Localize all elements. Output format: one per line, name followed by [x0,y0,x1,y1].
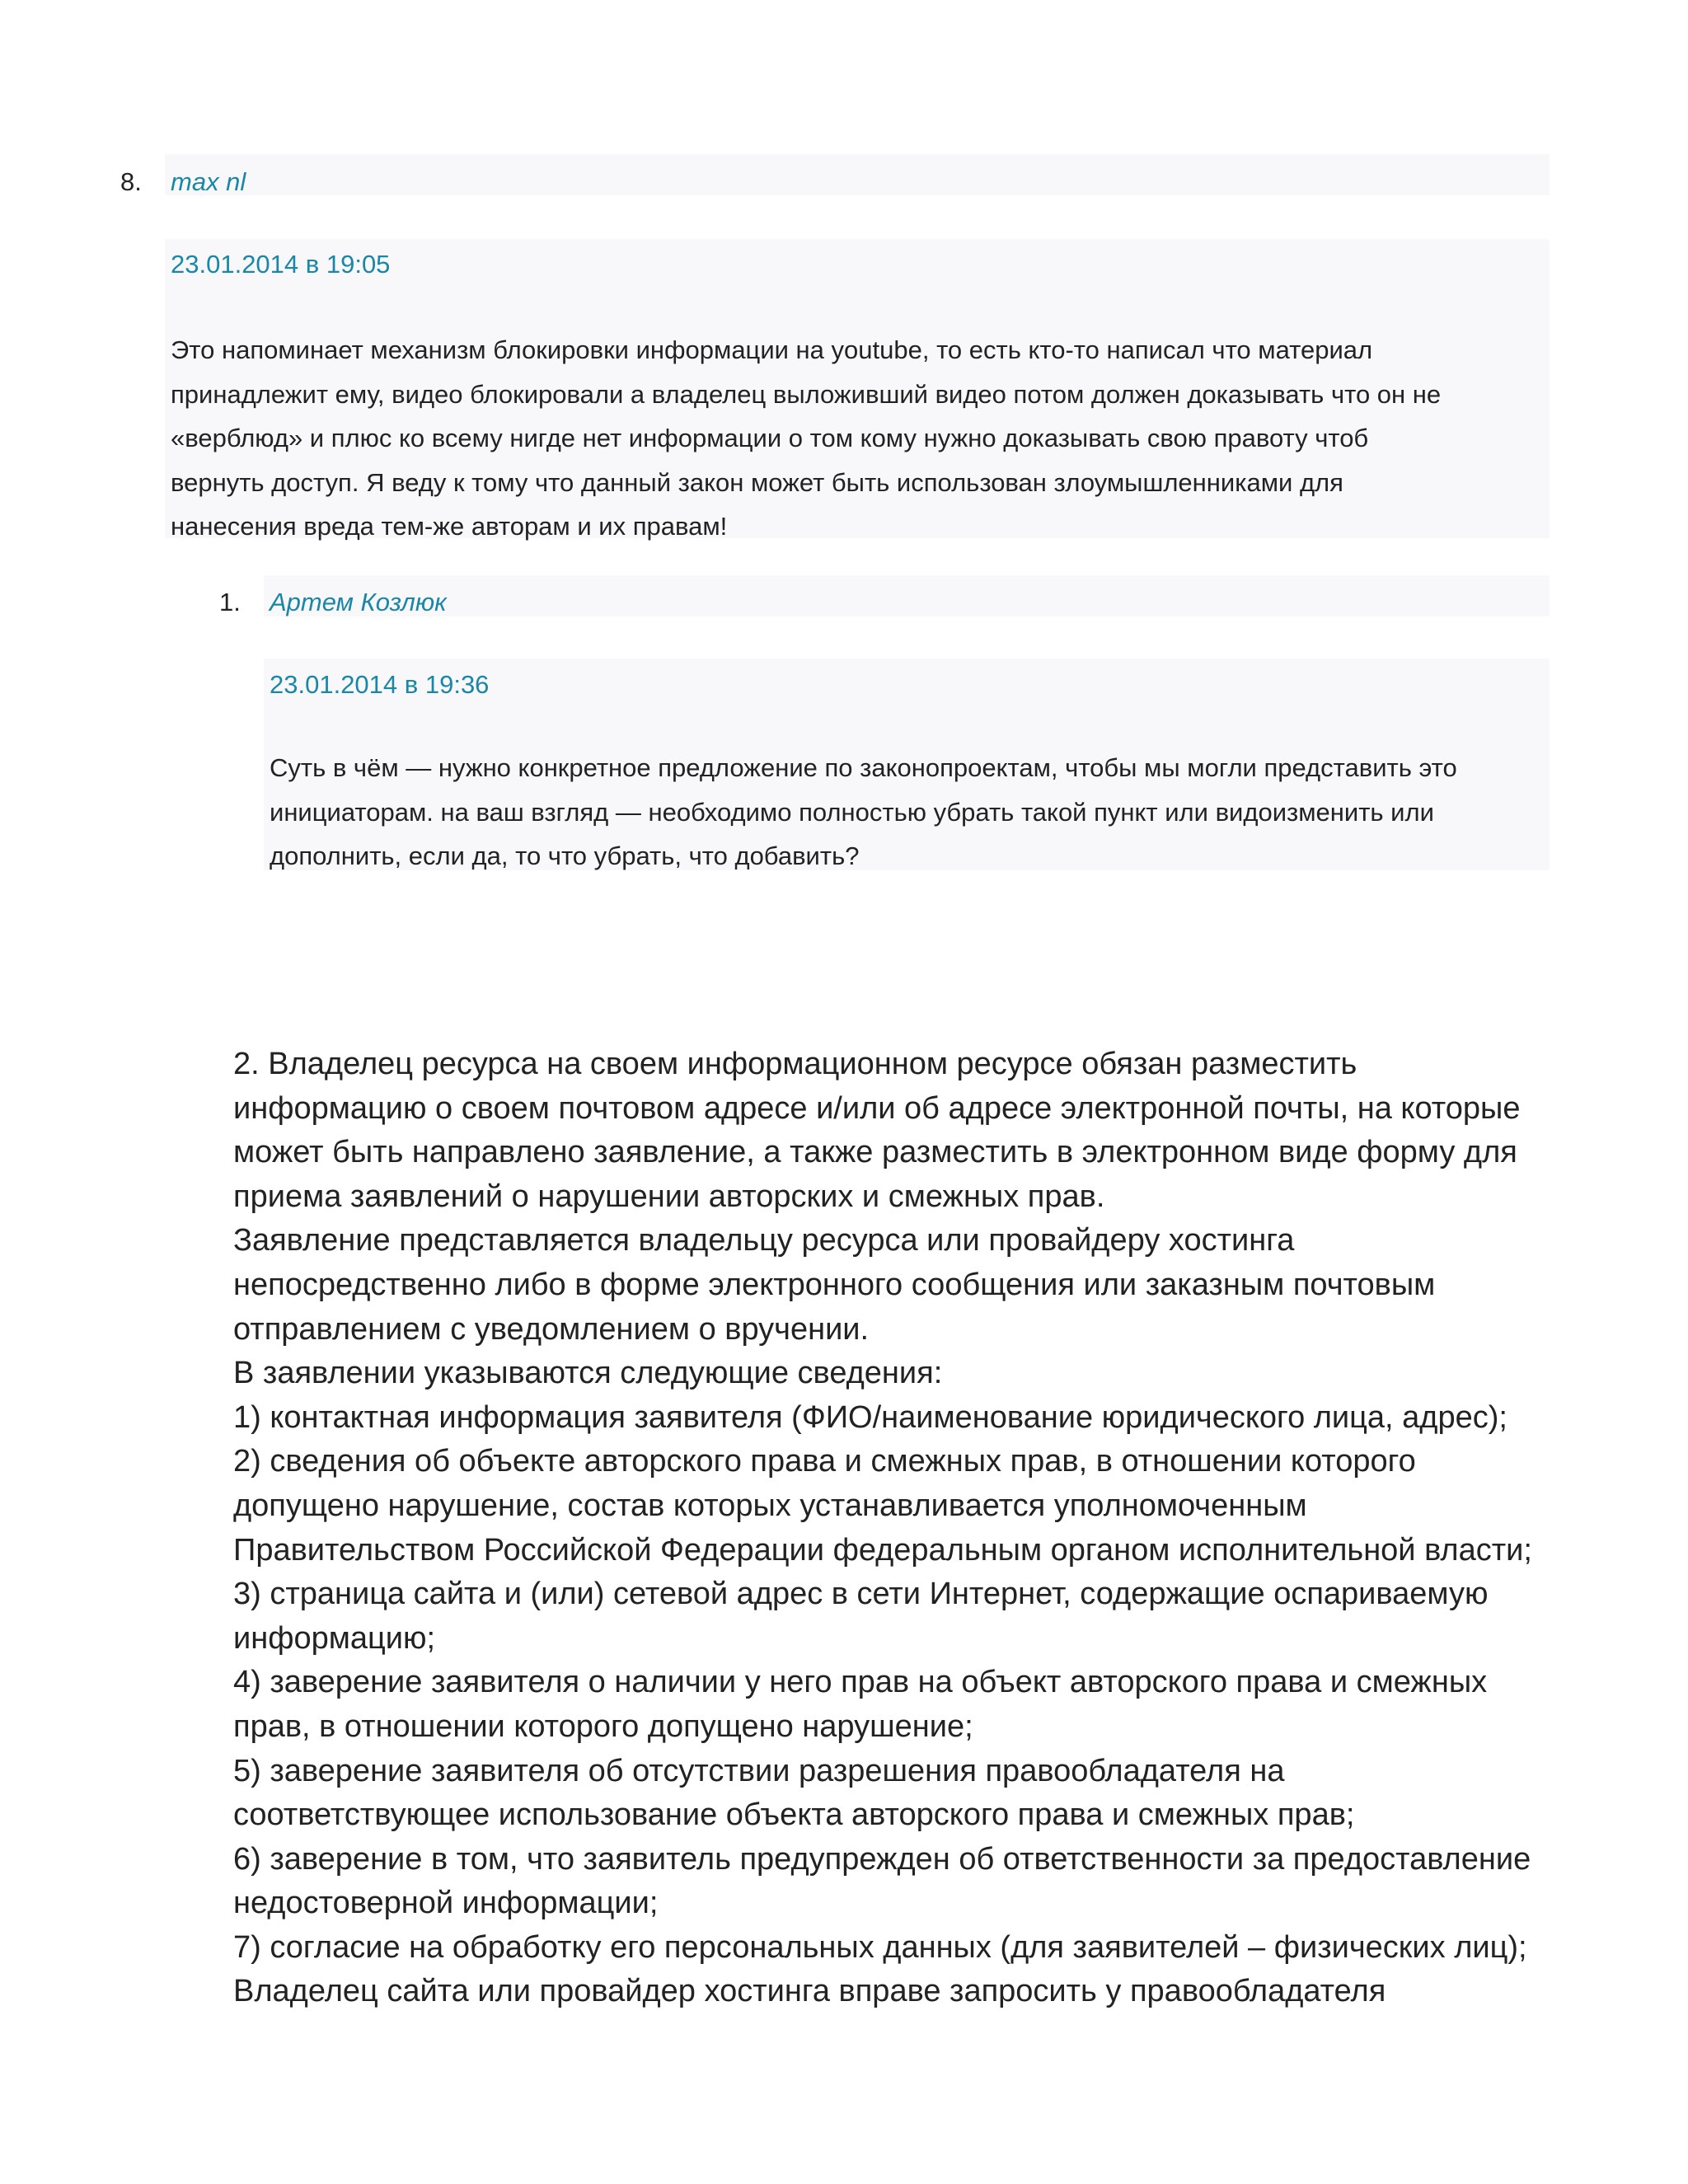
comment-date-link[interactable]: 23.01.2014 в 19:36 [270,670,490,699]
document-line: 3) страница сайта и (или) сетевой адрес в сети Интернет, содержащие оспариваемую [233,1577,1489,1612]
document-line: недостоверной информации; [233,1886,659,1921]
document-line: приема заявлений о нарушении авторских и смежных прав. [233,1179,1105,1214]
document-line: информацию о своем почтовом адресе и/или об адресе электронной почты, на которые [233,1090,1521,1126]
document-line: информацию; [233,1620,436,1656]
comment-header [264,575,1550,616]
document-line: Заявление представляется владельцу ресурса или провайдеру хостинга [233,1223,1295,1258]
document-line: 5) заверение заявителя об отсутствии разрешения правообладателя на [233,1753,1285,1788]
document-line: Владелец сайта или провайдер хостинга вправе запросить у правообладателя [233,1974,1386,2009]
document-line: может быть направлено заявление, а также разместить в электронном виде форму для [233,1135,1517,1170]
document-line: 2. Владелец ресурса на своем информационном ресурсе обязан разместить [233,1047,1357,1081]
document-line: прав, в отношении которого допущено нарушение; [233,1708,973,1744]
document-line: соответствующее использование объекта авторского права и смежных прав; [233,1797,1355,1833]
comment-author-link[interactable]: Артем Козлюк [270,588,447,616]
comment-text-line: Суть в чём — нужно конкретное предложение по законопроектам, чтобы мы могли представить это [270,753,1457,782]
document-line: Правительством Российской Федерации федеральным органом исполнительной власти; [233,1532,1532,1568]
comment-text-line: принадлежит ему, видео блокировали а владелец выложивший видео потом должен доказывать что он не [171,379,1442,409]
comment-author-link[interactable]: max nl [171,167,246,196]
comment-number: 1. [219,588,241,616]
document-line: 1) контактная информация заявителя (ФИО/наименование юридического лица, адрес); [233,1399,1507,1435]
comment-reply-1 [0,0,1688,882]
comment-text-line: инициаторам. на ваш взгляд — необходимо полностью убрать такой пункт или видоизменить или [270,797,1434,827]
comment-text-line: нанесения вреда тем-же авторам и их правам! [171,512,728,541]
document-line: 2) сведения об объекте авторского права и смежных прав, в отношении которого [233,1444,1416,1479]
comment-text [270,746,1547,879]
comment-date-link[interactable]: 23.01.2014 в 19:05 [171,250,391,279]
document-line: 7) согласие на обработку его персональных данных (для заявителей – физических лиц); [233,1929,1527,1965]
comment-number: 8. [120,167,142,196]
document-line: непосредственно либо в форме электронного сообщения или заказным почтовым [233,1267,1436,1302]
document-line: 4) заверение заявителя о наличии у него прав на объект авторского права и смежных [233,1665,1488,1700]
comment-text-line: Это напоминает механизм блокировки информации на youtube, то есть кто-то написал что материал [171,335,1373,364]
document-line: отправлением с уведомлением о вручении. [233,1311,870,1347]
comment-text-line: вернуть доступ. Я веду к тому что данный закон может быть использован злоумышленниками для [171,467,1343,497]
comment-text-line: дополнить, если да, то что убрать, что добавить? [270,841,860,870]
document-line: В заявлении указываются следующие сведения: [233,1356,943,1391]
document-line: допущено нарушение, состав которых устанавливается уполномоченным [233,1488,1307,1523]
comment-text-line: «верблюд» и плюс ко всему нигде нет информации о том кому нужно доказывать свою правоту чтоб [171,424,1369,452]
document-text [233,1043,1585,2014]
document-line: 6) заверение в том, что заявитель предупрежден об ответственности за предоставление [233,1841,1531,1877]
